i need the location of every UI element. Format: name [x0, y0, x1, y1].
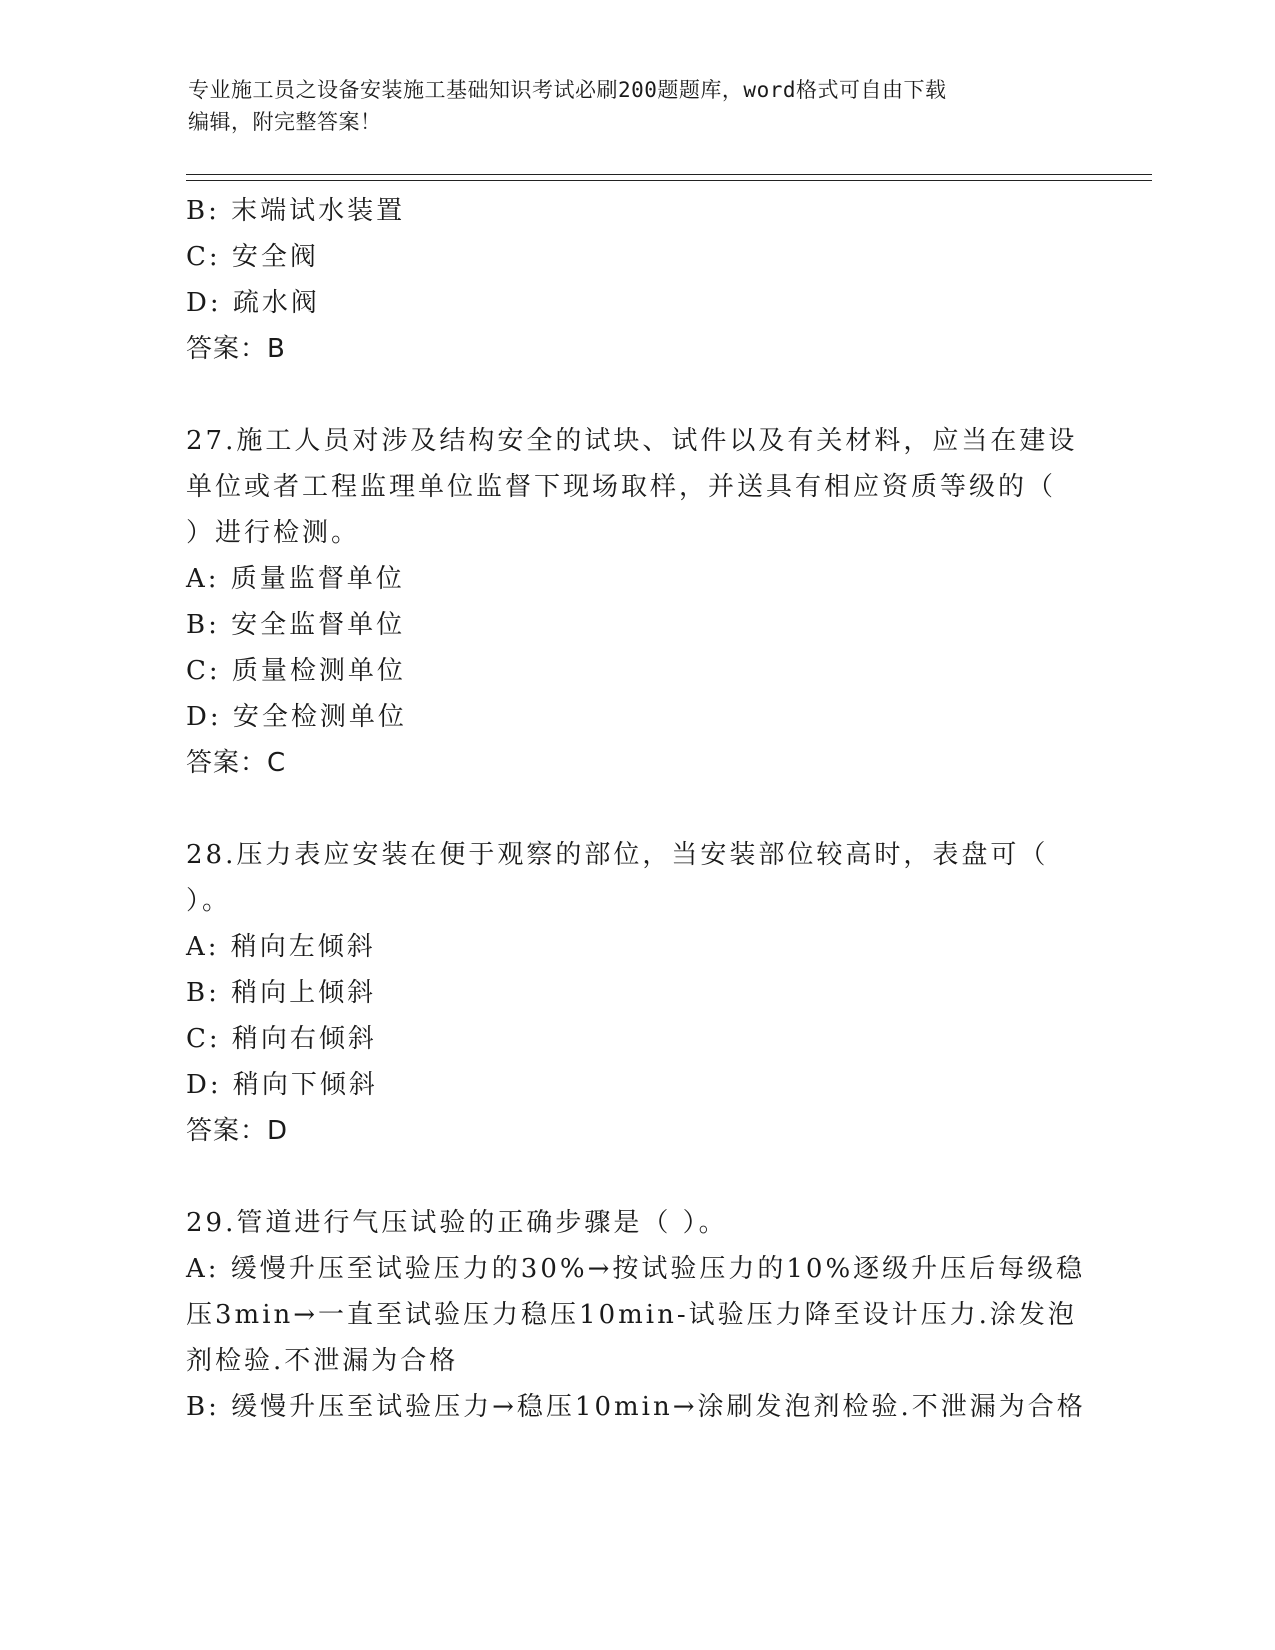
question-stem-line: 单位或者工程监理单位监督下现场取样，并送具有相应资质等级的（	[186, 472, 1057, 502]
option-a-line: 压3min→一直至试验压力稳压10min-试验压力降至设计压力.涂发泡	[186, 1300, 1077, 1330]
option-a: A: 稍向左倾斜	[186, 932, 376, 962]
answer-line: 答案：C	[186, 748, 287, 778]
option-b: B: 缓慢升压至试验压力→稳压10min→涂刷发泡剂检验.不泄漏为合格	[186, 1392, 1086, 1422]
answer-line: 答案：B	[186, 334, 286, 364]
header-line-2: 编辑，附完整答案！	[188, 110, 382, 134]
option-a: A: 质量监督单位	[186, 564, 405, 594]
question-26-tail	[186, 188, 1086, 372]
option-b: B: 稍向上倾斜	[186, 978, 377, 1008]
spacer	[186, 1154, 1086, 1200]
answer-line: 答案：D	[186, 1116, 289, 1146]
option-a-line: 剂检验.不泄漏为合格	[186, 1346, 459, 1376]
question-stem-line: ）进行检测。	[186, 518, 361, 548]
option-d: D: 安全检测单位	[186, 702, 407, 732]
header-line-1: 专业施工员之设备安装施工基础知识考试必刷200题题库，word格式可自由下载	[188, 78, 947, 102]
question-stem-line: ）。	[186, 886, 232, 916]
option-d: D: 疏水阀	[186, 288, 320, 318]
option-a-line: A: 缓慢升压至试验压力的30%→按试验压力的10%逐级升压后每级稳	[186, 1254, 1086, 1284]
question-29	[186, 1200, 1086, 1430]
option-b: B: 末端试水装置	[186, 196, 406, 226]
question-27	[186, 418, 1086, 786]
document-header	[188, 74, 1068, 138]
question-stem-line: 29.管道进行气压试验的正确步骤是（ ）。	[186, 1208, 728, 1238]
question-stem-line: 27.施工人员对涉及结构安全的试块、试件以及有关材料，应当在建设	[186, 426, 1078, 456]
option-b: B: 安全监督单位	[186, 610, 406, 640]
option-c: C: 稍向右倾斜	[186, 1024, 377, 1054]
header-rule-top	[186, 174, 1152, 175]
spacer	[186, 372, 1086, 418]
option-c: C: 安全阀	[186, 242, 319, 272]
header-rule-bottom	[186, 180, 1152, 181]
question-content	[186, 188, 1086, 1430]
question-stem-line: 28.压力表应安装在便于观察的部位，当安装部位较高时，表盘可（	[186, 840, 1049, 870]
question-28	[186, 832, 1086, 1154]
spacer	[186, 786, 1086, 832]
option-c: C: 质量检测单位	[186, 656, 406, 686]
option-d: D: 稍向下倾斜	[186, 1070, 378, 1100]
